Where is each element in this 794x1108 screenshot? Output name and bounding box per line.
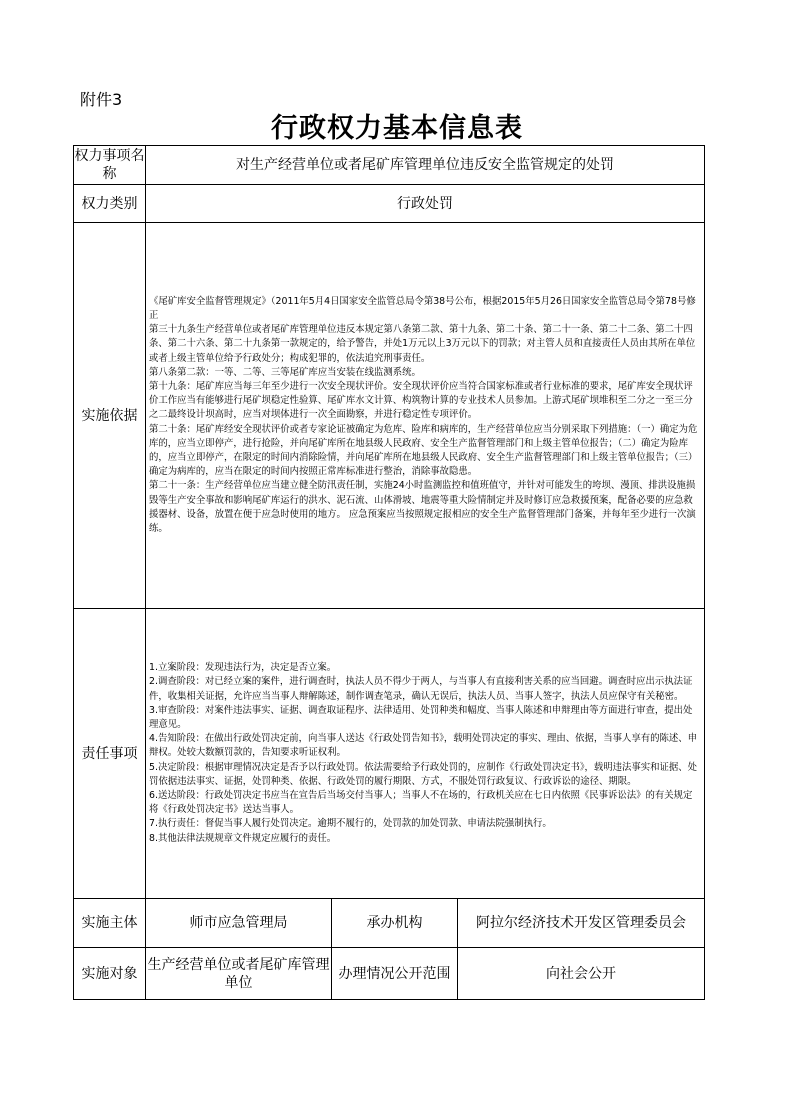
target-label: 实施对象 (74, 948, 146, 1000)
basis-paragraph: 第八条第二款：一等、二等、三等尾矿库应当安装在线监测系统。 (149, 366, 421, 378)
power-name-value: 对生产经营单位或者尾矿库管理单位违反安全监管规定的处罚 (146, 146, 705, 185)
basis-paragraph: 第十九条：尾矿库应当每三年至少进行一次安全现状评价。安全现状评价应当符合国家标准或者行业标准的要求，尾矿库安全现状评价工作应当有能够进行尾矿坝稳定性验算、尾矿库水文计算、构筑物计算的专业技术人员参加。上游式尾矿坝堆积至二分之一至三分之二最终设计坝高时，应当对坝体进行一次全面勘察，并进行稳定性专项评价。 (149, 380, 693, 421)
page-title: 行政权力基本信息表 (271, 113, 523, 144)
subject-value: 师市应急管理局 (146, 899, 332, 948)
info-table (73, 145, 705, 1000)
row-basis (74, 223, 705, 609)
basis-paragraph: 《尾矿库安全监督管理规定》（2011年5月4日国家安全监管总局令第38号公布，根据2015年5月26日国家安全监管总局令第78号修正 (149, 295, 696, 321)
row-target (74, 948, 705, 1000)
responsibility-paragraph: 6.送达阶段：行政处罚决定书应当在宣告后当场交付当事人；当事人不在场的，行政机关应在七日内依照《民事诉讼法》的有关规定将《行政处罚决定书》送达当事人。 (149, 790, 693, 816)
power-type-value: 行政处罚 (146, 185, 705, 223)
basis-label: 实施依据 (74, 223, 146, 609)
handler-label: 承办机构 (332, 899, 458, 948)
row-subject (74, 899, 705, 948)
responsibility-paragraph: 7.执行责任：督促当事人履行处罚决定。逾期不履行的，处罚款的加处罚款、申请法院强制执行。 (149, 818, 552, 830)
row-responsibility (74, 609, 705, 899)
responsibility-paragraph: 5.决定阶段：根据审理情况决定是否予以行政处罚。依法需要给予行政处罚的，应制作《行政处罚决定书》，载明违法事实和证据、处罚依据违法事实、证据，处罚种类、依据、行政处罚的履行期限、方式，不服处罚行政复议、行政诉讼的途径、期限。 (149, 761, 698, 787)
basis-paragraph: 第二十条：尾矿库经安全现状评价或者专家论证被确定为危库、险库和病库的，生产经营单位应当分别采取下列措施：（一）确定为危库的，应当立即停产，进行抢险，并向尾矿库所在地县级人民政府、安全生产监督管理部门和上级主管单位报告；（二）确定为险库的，应当立即停产，在限定的时间内消除险情，并向尾矿库所在地县级人民政府、安全生产监督管理部门和上级主管单位报告；（三）确定为病库的，应当在限定的时间内按照正常库标准进行整治，消除事故隐患。 (149, 423, 698, 478)
basis-content (146, 223, 705, 609)
responsibility-paragraph: 2.调查阶段：对已经立案的案件，进行调查时，执法人员不得少于两人，与当事人有直接利害关系的应当回避。调查时应出示执法证件，收集相关证据，允许应当当事人辩解陈述，制作调查笔录，确认无误后，执法人员、当事人签字，执法人员应保守有关秘密。 (149, 676, 693, 702)
responsibility-paragraph: 4.告知阶段：在做出行政处罚决定前，向当事人送达《行政处罚告知书》，载明处罚决定的事实、理由、依据，当事人享有的陈述、申辩权。处较大数额罚款的，告知要求听证权利。 (149, 733, 698, 759)
handler-value: 阿拉尔经济技术开发区管理委员会 (458, 899, 705, 948)
row-power-type (74, 185, 705, 223)
basis-paragraph: 第二十一条：生产经营单位应当建立健全防汛责任制，实施24小时监测监控和值班值守，并针对可能发生的垮坝、漫顶、排洪设施损毁等生产安全事故和影响尾矿库运行的洪水、泥石流、山体滑坡、地震等重大险情制定并及时修订应急救援预案，配备必要的应急救援器材、设备，放置在便于应急时使用的地方。 应急预案应当按照规定报相应的安全生产监督管理部门备案，并每年至少进行一次演练。 (149, 480, 696, 535)
disclosure-label: 办理情况公开范围 (332, 948, 458, 1000)
responsibility-paragraph: 1.立案阶段：发现违法行为，决定是否立案。 (149, 662, 337, 674)
responsibility-content (146, 609, 705, 899)
target-value: 生产经营单位或者尾矿库管理单位 (146, 948, 332, 1000)
row-power-name (74, 146, 705, 185)
responsibility-paragraph: 3.审查阶段：对案件违法事实、证据、调查取证程序、法律适用、处罚种类和幅度、当事人陈述和申辩理由等方面进行审查，提出处理意见。 (149, 704, 693, 730)
subject-label: 实施主体 (74, 899, 146, 948)
disclosure-value: 向社会公开 (458, 948, 705, 1000)
attachment-label: 附件3 (80, 90, 123, 109)
responsibility-label: 责任事项 (74, 609, 146, 899)
power-type-label: 权力类别 (74, 185, 146, 223)
power-name-label: 权力事项名称 (74, 146, 146, 185)
basis-paragraph: 第三十九条生产经营单位或者尾矿库管理单位违反本规定第八条第二款、第十九条、第二十条、第二十一条、第二十二条、第二十四条、第二十六条、第二十九条第一款规定的，给予警告，并处1万元以上3万元以下的罚款；对主管人员和直接责任人员由其所在单位或者上级主管单位给予行政处分；构成犯罪的，依法追究刑事责任。 (149, 324, 696, 364)
responsibility-paragraph: 8.其他法律法规规章文件规定应履行的责任。 (149, 832, 337, 844)
